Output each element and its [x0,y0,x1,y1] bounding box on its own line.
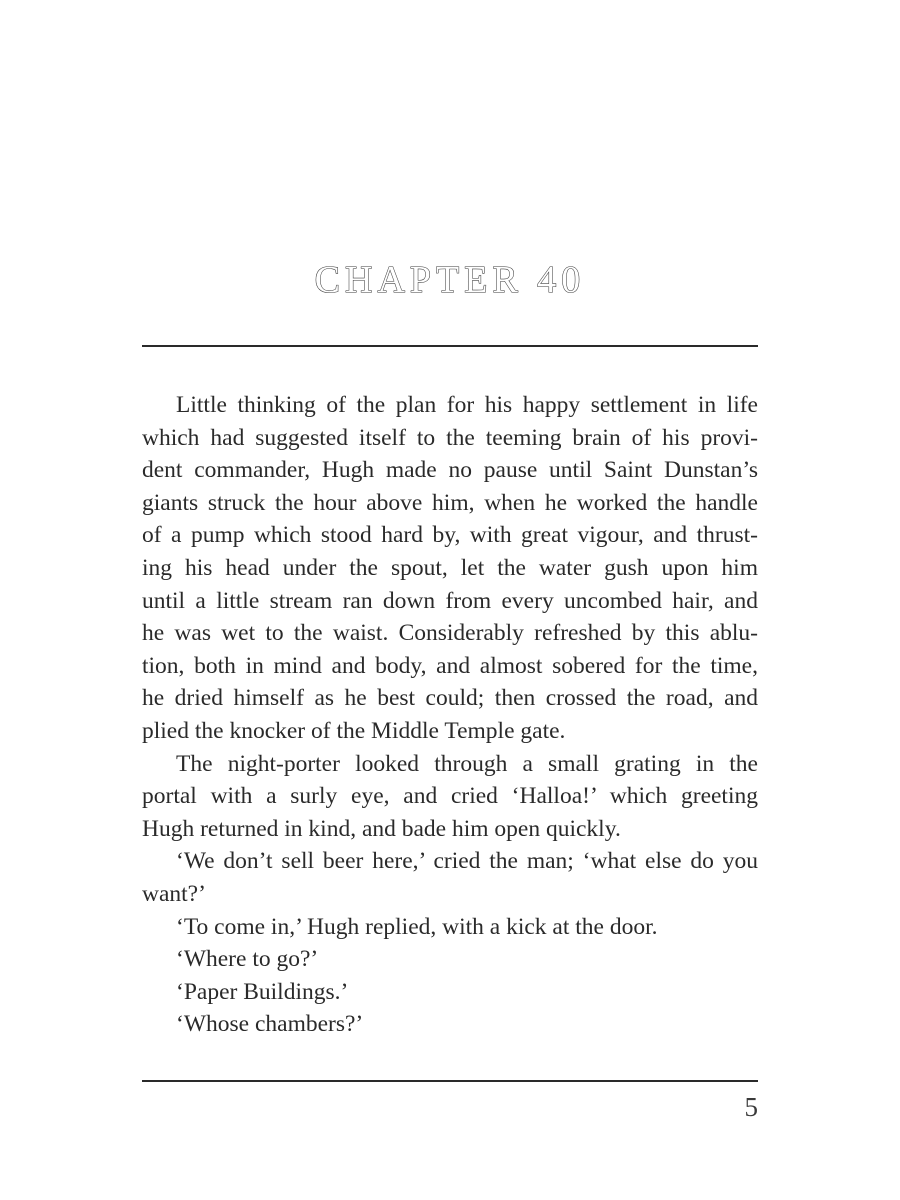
body-text [142,389,758,1041]
text-line: tion, both in mind and body, and almost sobered for the time, [142,652,758,679]
text-line: giants struck the hour above him, when he worked the handle [142,489,758,516]
text-line: ‘Where to go?’ [176,946,319,973]
text-line: ‘Paper Buildings.’ [176,978,349,1005]
text-line: dent commander, Hugh made no pause until Saint Dunstan’s [142,457,758,484]
text-line: ‘Whose chambers?’ [176,1011,364,1038]
bottom-rule [142,1080,758,1082]
page-number: 5 [744,1092,758,1122]
text-line: of a pump which stood hard by, with great vigour, and thrust- [142,522,758,549]
text-line: The night-porter looked through a small grating in the [176,750,758,777]
text-line: want?’ [142,880,206,907]
text-line: Little thinking of the plan for his happy settlement in life [176,392,758,418]
text-line: ‘We don’t sell beer here,’ cried the man; ‘what else do you [176,848,758,875]
text-line: until a little stream ran down from every uncombed hair, and [142,587,758,614]
text-line: Hugh returned in kind, and bade him open quickly. [142,815,621,842]
text-line: which had suggested itself to the teeming brain of his provi- [142,424,758,451]
chapter-title: CHAPTER 40 [314,259,586,301]
text-line: ing his head under the spout, let the water gush upon him [142,554,758,581]
text-line: plied the knocker of the Middle Temple gate. [142,717,566,744]
text-line: ‘To come in,’ Hugh replied, with a kick at the door. [176,913,658,940]
top-rule [142,345,758,347]
text-line: portal with a surly eye, and cried ‘Halloa!’ which greeting [142,783,758,810]
text-line: he dried himself as he best could; then crossed the road, and [142,685,758,712]
text-line: he was wet to the waist. Considerably refreshed by this ablu- [142,620,758,647]
